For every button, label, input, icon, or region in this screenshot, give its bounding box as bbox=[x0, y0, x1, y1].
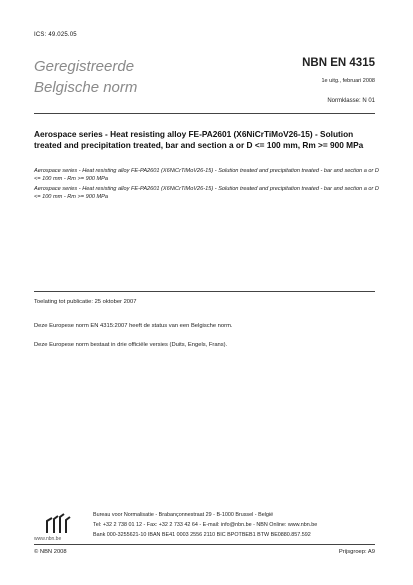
title-translation-2: Aerospace series - Heat resisting alloy FE-PA2601 (X6NiCrTiMoV26-15) - Solution treated and precipitation treated - bar and section a or D <= 100 mm - Rm >= 900 MPa bbox=[34, 186, 379, 200]
price-group: Prijsgroep: A9 bbox=[338, 549, 375, 555]
ics-code: ICS: 49.025.05 bbox=[34, 32, 77, 38]
document-title: Aerospace series - Heat resisting alloy FE-PA2601 (X6NiCrTiMoV26-15) - Solution treated and precipitation treated, bar and section a or D <= 100 mm, Rm >= 900 MPa bbox=[34, 129, 364, 150]
edition-date: 1e uitg., februari 2008 bbox=[321, 78, 375, 84]
divider-bottom bbox=[34, 544, 375, 545]
title-translation-1: Aerospace series - Heat resisting alloy FE-PA2601 (X6NiCrTiMoV26-15) - Solution treated and precipitation treated - bar and section a or D <= 100 mm - Rm >= 900 MPa bbox=[34, 168, 379, 182]
registered-norm-heading-line2: Belgische norm bbox=[34, 79, 138, 96]
standard-number: NBN EN 4315 bbox=[302, 57, 375, 69]
contact-address: Bureau voor Normalisatie - Brabançonnestraat 29 - B-1000 Brussel - België bbox=[93, 512, 274, 518]
contact-phone: Tel: +32 2 738 01 12 - Fax: +32 2 733 42 64 - E-mail: info@nbn.be - NBN Online: www.nbn.be bbox=[93, 522, 318, 528]
languages-note: Deze Europese norm bestaat in drie officiële versies (Duits, Engels, Frans). bbox=[34, 342, 228, 348]
registered-norm-heading-line1: Geregistreerde bbox=[34, 58, 135, 75]
copyright: © NBN 2008 bbox=[34, 549, 67, 555]
divider-middle bbox=[34, 291, 375, 292]
classification: Normklasse: N 01 bbox=[327, 98, 375, 104]
publication-approval: Toelating tot publicatie: 25 oktober 2007 bbox=[34, 299, 137, 305]
logo-url: www.nbn.be bbox=[34, 536, 62, 542]
contact-bank: Bank 000-3255621-10 IBAN BE41 0003 2556 2110 BIC BPOTBEB1 BTW BE0880.857.592 bbox=[93, 532, 311, 538]
status-note: Deze Europese norm EN 4315:2007 heeft de status van een Belgische norm. bbox=[34, 323, 233, 329]
divider-top bbox=[34, 113, 375, 114]
